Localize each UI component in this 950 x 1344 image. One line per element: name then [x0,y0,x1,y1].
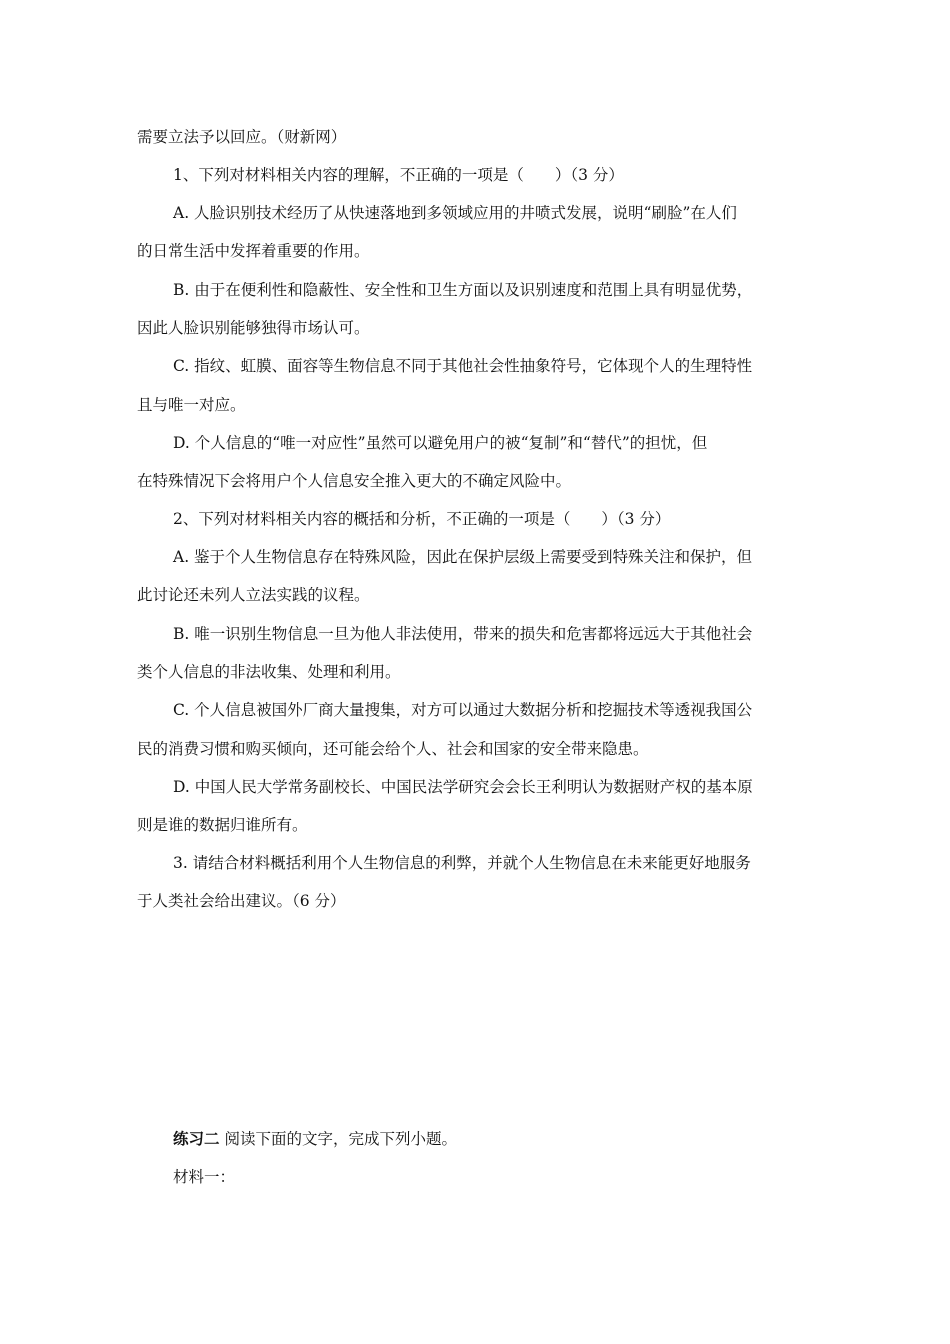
q2-option-d-line2: 则是谁的数据归谁所有。 [137,816,308,834]
q2-option-a-line1: A. 鉴于个人生物信息存在特殊风险，因此在保护层级上需要受到特殊关注和保护，但 [173,548,753,566]
exercise-2-instructions: 阅读下面的文字，完成下列小题。 [224,1130,457,1148]
q2-option-c-line1: C. 个人信息被国外厂商大量搜集，对方可以通过大数据分析和挖掘技术等透视我国公 [173,701,753,719]
q2-option-b-line2: 类个人信息的非法收集、处理和利用。 [137,663,401,681]
q1-option-c-line2: 且与唯一对应。 [137,396,246,414]
material-1-label: 材料一： [173,1168,236,1186]
exercise-2-heading [173,1129,457,1149]
q2-option-c-line2: 民的消费习惯和购买倾向，还可能会给个人、社会和国家的安全带来隐患。 [137,740,649,758]
question-2-stem: 2、下列对材料相关内容的概括和分析，不正确的一项是（ ）（3 分） [173,510,671,528]
q1-option-d-line2: 在特殊情况下会将用户个人信息安全推入更大的不确定风险中。 [137,472,572,490]
question-1-stem: 1、下列对材料相关内容的理解，不正确的一项是（ ）（3 分） [173,166,624,184]
exercise-2-label: 练习二 [173,1129,220,1148]
q1-option-d-line1: D. 个人信息的“唯一对应性”虽然可以避免用户的被“复制”和“替代”的担忧，但 [173,434,708,452]
q1-option-b-line1: B. 由于在便利性和隐蔽性、安全性和卫生方面以及识别速度和范围上具有明显优势， [173,281,753,299]
q2-option-d-line1: D. 中国人民大学常务副校长、中国民法学研究会会长王利明认为数据财产权的基本原 [173,778,753,796]
q2-option-a-line2: 此讨论还未列人立法实践的议程。 [137,586,370,604]
q2-option-b-line1: B. 唯一识别生物信息一旦为他人非法使用，带来的损失和危害都将远远大于其他社会 [173,625,753,643]
q1-option-a-line2: 的日常生活中发挥着重要的作用。 [137,242,370,260]
continuation-text: 需要立法予以回应。（财新网） [137,128,347,146]
q1-option-a-line1: A. 人脸识别技术经历了从快速落地到多领域应用的井喷式发展，说明“刷脸”在人们 [173,204,737,222]
question-3-line2: 于人类社会给出建议。（6 分） [137,892,346,910]
q1-option-b-line2: 因此人脸识别能够独得市场认可。 [137,319,370,337]
q1-option-c-line1: C. 指纹、虹膜、面容等生物信息不同于其他社会性抽象符号，它体现个人的生理特性 [173,357,753,375]
question-3-line1: 3. 请结合材料概括利用个人生物信息的利弊，并就个人生物信息在未来能更好地服务 [173,854,751,872]
